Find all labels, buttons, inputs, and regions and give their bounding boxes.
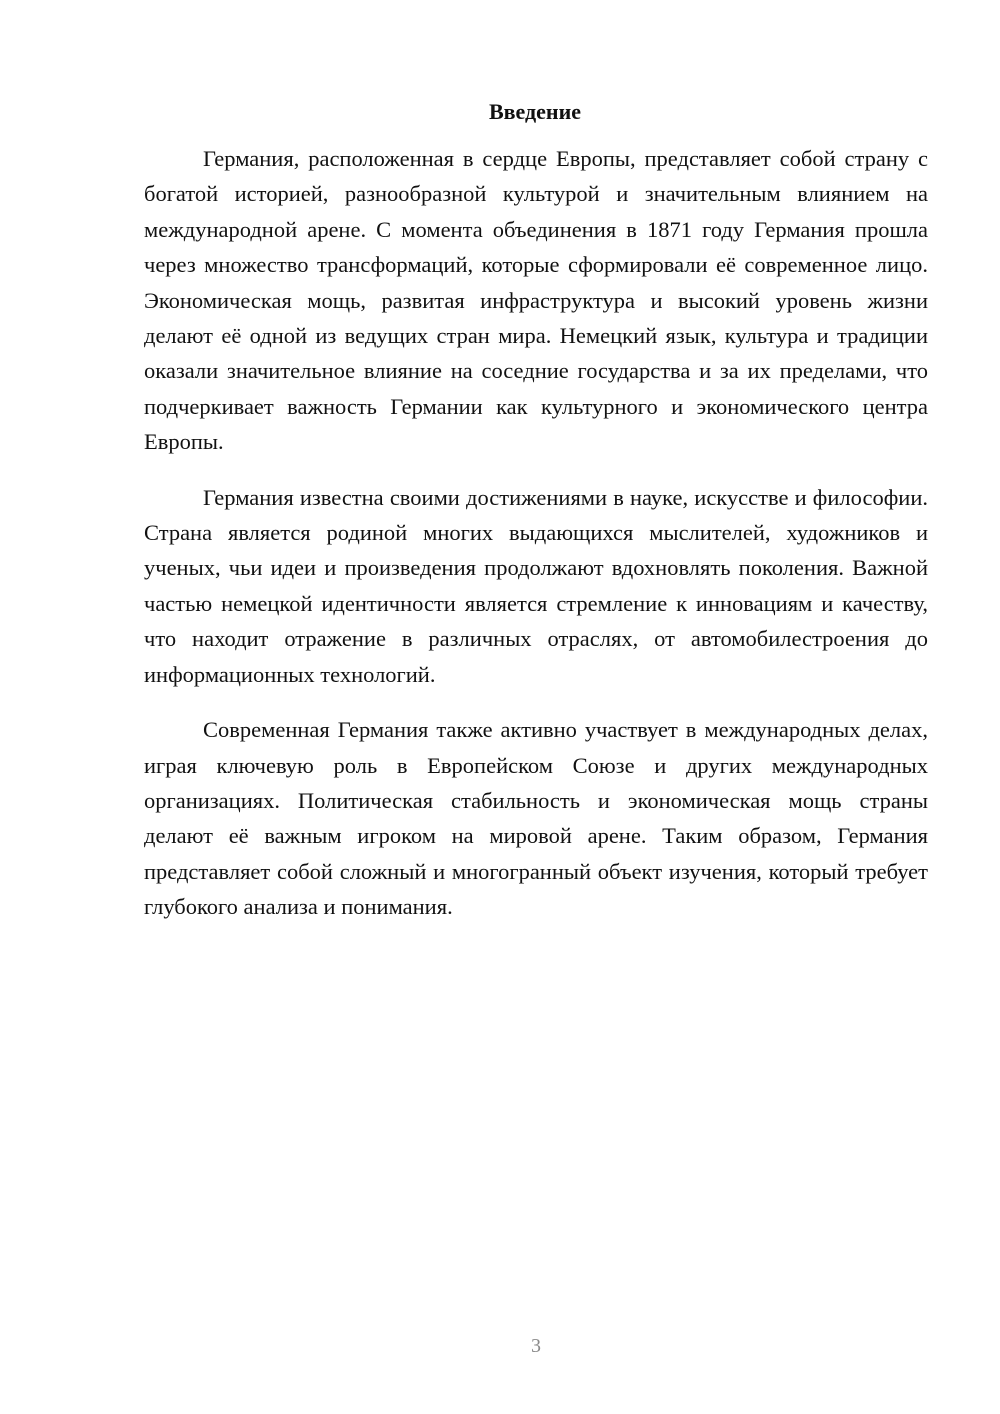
page-number: 3 xyxy=(531,1335,541,1357)
paragraph-2: Германия известна своими достижениями в науке, искусстве и философии. Страна является родиной многих выдающихся мыслителей, художников и ученых, чьи идеи и произведения продолжают вдохновлять поколения. Важной частью немецкой идентичности является стремление к инновациям и качеству, что находит отражение в различных отраслях, от автомобилестроения до информационных технологий. xyxy=(144,484,928,687)
paragraph-1: Германия, расположенная в сердце Европы, представляет собой страну с богатой историей, разнообразной культурой и значительным влиянием на международной арене. С момента объединения в 1871 году Германия прошла через множество трансформаций, которые сформировали её современное лицо. Экономическая мощь, развитая инфраструктура и высокий уровень жизни делают её одной из ведущих стран мира. Немецкий язык, культура и традиции оказали значительное влияние на соседние государства и за их пределами, что подчеркивает важность Германии как культурного и экономического центра Европы. xyxy=(144,146,928,455)
paragraph-3: Современная Германия также активно участвует в международных делах, играя ключевую роль в Европейском Союзе и других международных организациях. Политическая стабильность и экономическая мощь страны делают её важным игроком на мировой арене. Таким образом, Германия представляет собой сложный и многогранный объект изучения, который требует глубокого анализа и понимания. xyxy=(144,717,928,920)
page-heading: Введение xyxy=(488,99,582,124)
body-text xyxy=(144,141,928,945)
